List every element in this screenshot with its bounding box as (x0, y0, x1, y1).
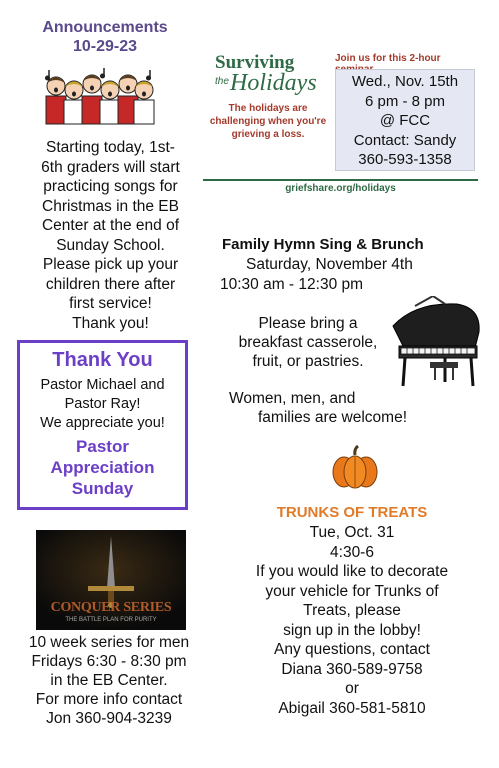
seminar-info-line: @ FCC (379, 112, 431, 129)
trunks-line: or (345, 680, 359, 697)
surviving-title: Surviving (215, 52, 295, 73)
pastor-appreciation-line: Sunday (71, 479, 134, 498)
trunks-of-treats-title: TRUNKS OF TREATS (276, 504, 428, 521)
thank-you-line: We appreciate you! (40, 415, 165, 431)
hymn-bring-line: fruit, or pastries. (252, 353, 364, 370)
flyer-divider (203, 179, 478, 181)
announcement-line: Starting today, 1st- (46, 139, 175, 156)
pastor-appreciation-line: Pastor (76, 437, 129, 456)
conquer-line: Fridays 6:30 - 8:30 pm (31, 653, 187, 670)
thank-you-line: Pastor Michael and (40, 377, 165, 393)
announcement-line: children there after (45, 275, 176, 293)
seminar-info-box (335, 69, 475, 171)
announcement-line: first service! (69, 295, 152, 312)
announcement-line: 6th graders will start (41, 158, 180, 176)
conquer-line: Jon 360-904-3239 (46, 710, 172, 727)
hymn-welcome-line: families are welcome! (258, 409, 408, 426)
thank-you-box (17, 340, 188, 510)
trunks-line: Tue, Oct. 31 (309, 524, 395, 541)
hymn-bring-line: Please bring a (258, 315, 358, 332)
trunks-of-treats-body (232, 523, 472, 718)
thank-you-body (20, 376, 185, 433)
announcements-body (8, 138, 213, 333)
pumpkin-icon (330, 445, 380, 490)
thank-you-line: Pastor Ray! (64, 396, 141, 412)
seminar-info-line: Contact: Sandy (353, 131, 457, 149)
surviving-the: the (215, 76, 229, 87)
thank-you-title: Thank You (52, 349, 153, 371)
announcement-line: Sunday School. (56, 236, 165, 254)
seminar-note: Join us for this 2-hour (335, 53, 441, 64)
hymn-sing-bring (220, 314, 396, 371)
conquer-line: 10 week series for men (28, 634, 190, 651)
announcement-line: Please pick up your (42, 256, 179, 273)
piano-illustration (385, 296, 485, 391)
trunks-line: your vehicle for Trunks of (265, 582, 439, 600)
announcements-title-line1: Announcements (42, 19, 168, 36)
hymn-sing-time: 10:30 am - 12:30 pm (220, 276, 364, 293)
trunks-line: 4:30-6 (330, 543, 374, 561)
conquer-logo-text: CONQUER SERIES (50, 600, 172, 615)
griefshare-url: griefshare.org/holidays (285, 183, 396, 194)
seminar-info-line: 6 pm - 8 pm (364, 92, 446, 110)
trunks-line: Abigail 360-581-5810 (278, 699, 426, 717)
announcement-line: Center at the end of (41, 217, 179, 234)
announcements-title (0, 18, 210, 56)
trunks-line: sign up in the lobby! (283, 621, 421, 639)
conquer-series-logo (36, 530, 186, 630)
holidays-title: Holidays (230, 70, 317, 96)
choir-children-illustration (42, 66, 157, 126)
announcements-date: 10-29-23 (72, 38, 138, 55)
trunks-line: Diana 360-589-9758 (281, 660, 423, 678)
hymn-sing-date: Saturday, November 4th (246, 256, 413, 273)
hymn-sing-title: Family Hymn Sing & Brunch (222, 236, 424, 253)
seminar-info-line: Wed., Nov. 15th (351, 73, 459, 90)
hymn-welcome-line: Women, men, and (229, 390, 356, 407)
pastor-appreciation-heading (20, 436, 185, 499)
trunks-line: If you would like to decorate (255, 563, 449, 580)
announcement-line: practicing songs for (43, 178, 178, 195)
announcement-line: Christmas in the EB (42, 197, 179, 215)
conquer-series-body (0, 633, 218, 728)
surviving-holidays-flyer (203, 52, 478, 194)
hymn-bring-line: breakfast casserole, (238, 334, 378, 351)
seminar-info-line: 360-593-1358 (358, 151, 452, 168)
pastor-appreciation-line: Appreciation (50, 458, 155, 477)
conquer-line: For more info contact (35, 691, 183, 708)
trunks-line: Any questions, contact (274, 641, 430, 658)
trunks-line: Treats, please (303, 602, 401, 619)
conquer-logo-subtext: THE BATTLE PLAN FOR PURITY (65, 617, 157, 623)
surviving-tagline: The holidays are challenging when you're grieving a loss. (209, 103, 327, 140)
announcement-line: Thank you! (72, 314, 149, 332)
conquer-line: in the EB Center. (50, 672, 168, 689)
